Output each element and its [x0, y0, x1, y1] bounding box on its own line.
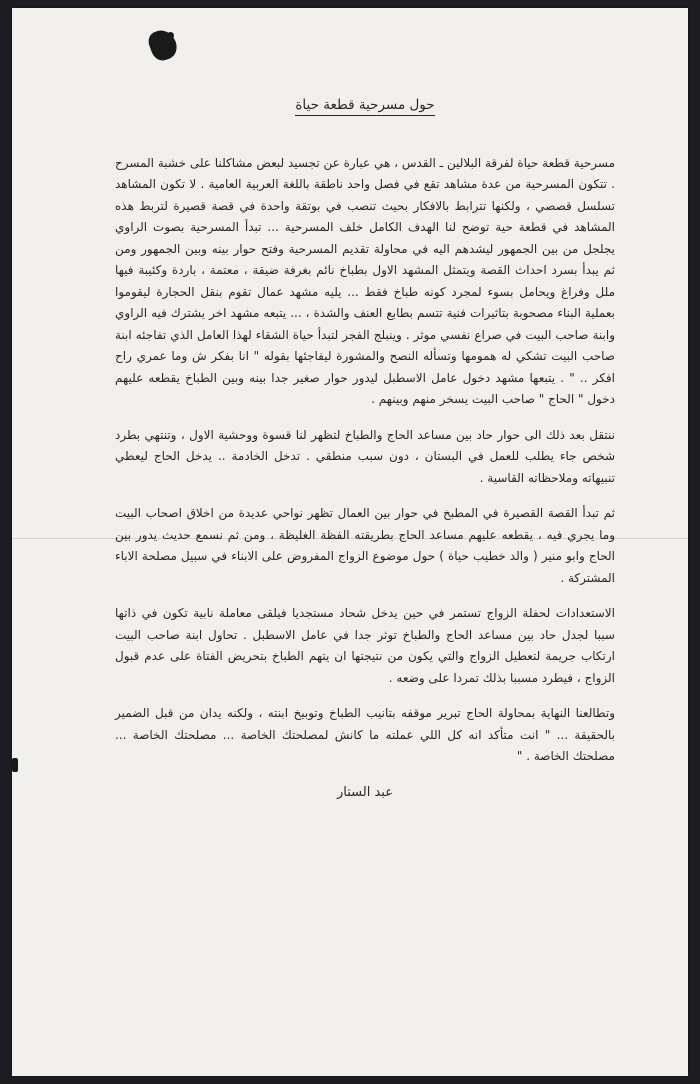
document-body — [115, 95, 615, 803]
ink-stain-dot — [167, 32, 174, 39]
paragraph-3: ثم تبدأ القصة القصيرة في المطبخ في حوار بين العمال تظهر نواحي عديدة من اخلاق اصحاب البيت وما يجري فيه ، يقطعه عليهم مساعد الحاج بطريقته الفظة الغليظة ، ومن ثم نسمع حديث يدور بين الحاج وابو منير ( والد خطيب حياة ) حول موضوع الزواج المفروض على الابناء في سبيل مصلحة الاباء المشتركة . — [115, 506, 615, 585]
paragraph-2: ننتقل بعد ذلك الى حوار حاد بين مساعد الحاج والطباخ لتظهر لنا قسوة ووحشية الاول ، وتنتهي بطرد شخص جاء يطلب للعمل في البستان ، دون سبب منطقي . تدخل الخادمة .. يدخل الحاج ليعطي تنبيهاته وملاحظاته القاسية . — [115, 427, 615, 485]
paragraph-1: مسرحية قطعة حياة لفرقة البلالين ـ القدس ، هي عبارة عن تجسيد لبعض مشاكلنا على خشبة المسرح . تتكون المسرحية من عدة مشاهد تقع في فصل واحد ناطقة باللغة العربية العامية . لا تكون المشاهد تسلسل قصصي ، ولكنها تترابط بالافكار بحيث تنصب في بوتقة واحدة في قصة قصيرة لتربط هذه المشاهد في قطعة حية توضح لنا الهدف الكامل خلف المسرحية ... تبدأ المسرحية بصوت الراوي يجلجل من بين الجمهور ليشدهم اليه في محاولة تقديم المسرحية وفتح حوار بينه وبين الجمهور ومن ثم يبدأ بسرد احداث القصة ويتمثل المشهد الاول بطباخ نائم بغرفة ضيقة ، معتمة ، باردة وكئيبة فيها ملل وفراغ ويحامل بسوء لمجرد كونه طباخ فقط ... يليه مشهد عمال تقوم بنقل الحجارة ليقوموا بعملية البناء مصحوبة بتاثيرات فنية تتسم بطابع العنف والشدة ، ... يتبعه مشهد اخر يشترك فيه الراوي وابنة صاحب البيت في صراع نفسي موثر . وينبلج الفجر لتبدأ حياة الشقاء لهذا العامل الذي تفاجئه ابنة صاحب البيت تشكي له همومها وتسأله النصح والمشورة ليفاجئها بقوله " انا بفكر ش وما عمري راح افكر .. " . يتبعها مشهد دخول عامل الاسطبل ليدور حوار صغير جدا بينه وبين الطباخ يقطعه عليهم دخول " الحاج " صاحب البيت يسخر منهم وبينهم . — [115, 155, 615, 406]
paragraph-5: وتطالعنا النهاية بمحاولة الحاج تبرير موقفه بتانيب الطباخ وتوبيخ ابنته ، ولكنه يدان من قبل الضمير بالحقيقة ... " انت متأكد انه كل اللي عملته ما كانش لمصلحتك الخاصة ... مصلحتك الخاصة ... مصلحتك الخاصة . " — [115, 706, 615, 763]
binder-mark — [12, 758, 18, 772]
ink-stain — [146, 26, 181, 63]
paragraph-4: الاستعدادات لحفلة الزواج تستمر في حين يدخل شحاد مستجديا فيلقى معاملة نابية تكون في ذاتها سببا لجدل حاد بين مساعد الحاج والطباخ توثر جدا في عامل الاسطبل . تحاول ابنة صاحب البيت ارتكاب جريمة لتعطيل الزواج والتي يكون من نتيجتها ان يتهم الطباخ بتحريض الفتاة على عدم قبول الزواج ، فيطرد مسببا بذلك تمردا على وضعه . — [115, 606, 615, 685]
signature: عبد الستار — [337, 784, 393, 800]
document-title: حول مسرحية قطعة حياة — [115, 95, 615, 117]
